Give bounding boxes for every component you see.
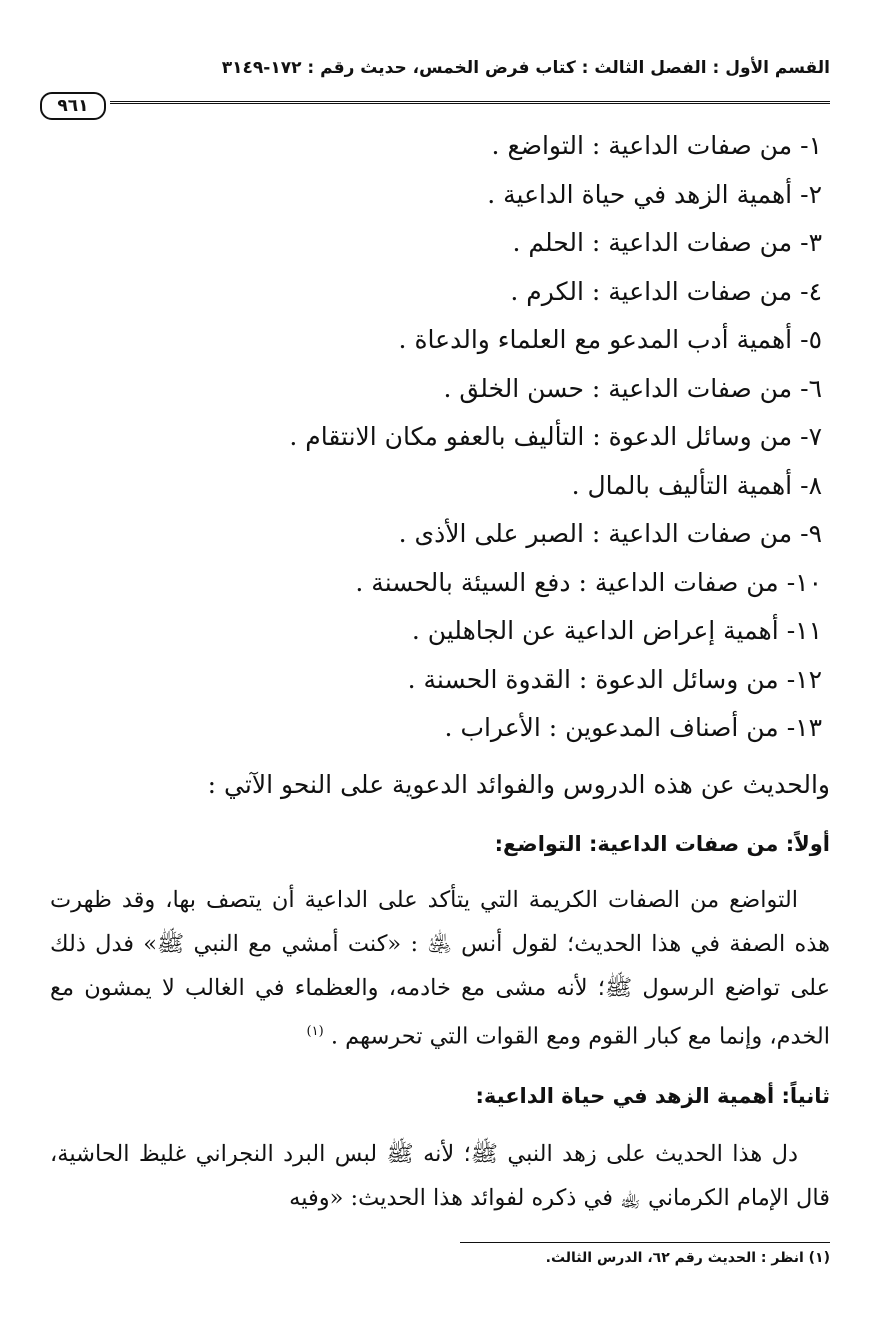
list-item: [162, 462, 822, 511]
footnote-reference[interactable]: (١): [306, 1024, 324, 1039]
list-item-number: ٢-: [800, 179, 822, 209]
list-item-number: ١-: [800, 131, 822, 160]
list-item: [162, 316, 822, 365]
list-item: [162, 219, 822, 268]
running-header: القسم الأول : الفصل الثالث : كتاب فرض الخمس، حديث رقم : ١٧٢-٣١٤٩: [221, 58, 830, 78]
header-rule-row: [40, 92, 830, 118]
list-item: [162, 510, 822, 559]
list-item-text: من صفات الداعية : التواضع .: [491, 131, 793, 160]
list-item-text: من صفات الداعية : الصبر على الأذى .: [398, 519, 793, 548]
list-item-text: من وسائل الدعوة : القدوة الحسنة .: [407, 664, 779, 694]
list-item: [162, 365, 822, 414]
list-item: [162, 122, 822, 171]
list-item-text: أهمية الزهد في حياة الداعية .: [487, 179, 793, 209]
list-item-number: ٣-: [800, 228, 822, 257]
list-item: [162, 171, 822, 220]
footnote-text: انظر : الحديث رقم ٦٢، الدرس الثالث.: [545, 1250, 804, 1266]
footnote-separator: [460, 1242, 830, 1243]
list-item-text: أهمية أدب المدعو مع العلماء والدعاة .: [398, 325, 793, 354]
intro-paragraph: والحديث عن هذه الدروس والفوائد الدعوية على النحو الآتي :: [207, 770, 830, 799]
list-item-text: أهمية التأليف بالمال .: [571, 470, 793, 500]
list-item-number: ٨-: [800, 470, 822, 500]
section-heading-humility: أولاً: من صفات الداعية: التواضع:: [494, 832, 830, 856]
list-item-number: ٧-: [800, 422, 822, 451]
list-item-number: ٤-: [800, 276, 822, 306]
paragraph-text: التواضع من الصفات الكريمة التي يتأكد على الداعية أن يتصف بها، وقد ظهرت هذه الصفة في هذا الحديث؛ لقول أنس ﵁ : «كنت أمشي مع النبي ﷺ» فدل ذلك على تواضع الرسول ﷺ؛ لأنه مشى مع خادمه، والعظماء في الغالب لا يمشون مع الخدم، وإنما مع كبار القوم ومع القوات التي تحرسهم .: [50, 887, 830, 1050]
list-item-number: ١١-: [786, 616, 822, 645]
list-item-number: ١٣-: [786, 713, 822, 742]
list-item: [162, 268, 822, 317]
list-item-text: من صفات الداعية : دفع السيئة بالحسنة .: [355, 567, 779, 597]
list-item: [162, 607, 822, 656]
list-item-number: ٩-: [800, 519, 822, 548]
page-number-badge: ٩٦١: [40, 92, 106, 120]
list-item-text: أهمية إعراض الداعية عن الجاهلين .: [411, 616, 779, 645]
list-item-number: ٥-: [800, 325, 822, 354]
list-item-text: من صفات الداعية : الكرم .: [510, 276, 793, 306]
header-double-rule: [110, 101, 830, 107]
section-heading-asceticism: ثانياً: أهمية الزهد في حياة الداعية:: [475, 1084, 830, 1108]
footnote-marker: (١): [808, 1250, 830, 1266]
lessons-list: [162, 122, 822, 753]
list-item-text: من صفات الداعية : حسن الخلق .: [443, 373, 793, 403]
list-item-number: ٦-: [800, 373, 822, 403]
list-item: [162, 559, 822, 608]
list-item-number: ١٢-: [786, 664, 822, 694]
list-item-text: من صفات الداعية : الحلم .: [512, 228, 793, 257]
list-item: [162, 656, 822, 705]
section-paragraph-humility: [50, 878, 830, 1059]
list-item: [162, 413, 822, 462]
list-item: [162, 704, 822, 753]
footnote: [50, 1250, 830, 1266]
section-paragraph-asceticism: دل هذا الحديث على زهد النبي ﷺ؛ لأنه ﷺ لبس البرد النجراني غليظ الحاشية، قال الإمام الكرماني ﵀ في ذكره لفوائد هذا الحديث: «وفيه: [50, 1141, 830, 1211]
list-item-number: ١٠-: [786, 567, 822, 597]
list-item-text: من أصناف المدعوين : الأعراب .: [444, 713, 779, 742]
list-item-text: من وسائل الدعوة : التأليف بالعفو مكان الانتقام .: [289, 422, 793, 451]
